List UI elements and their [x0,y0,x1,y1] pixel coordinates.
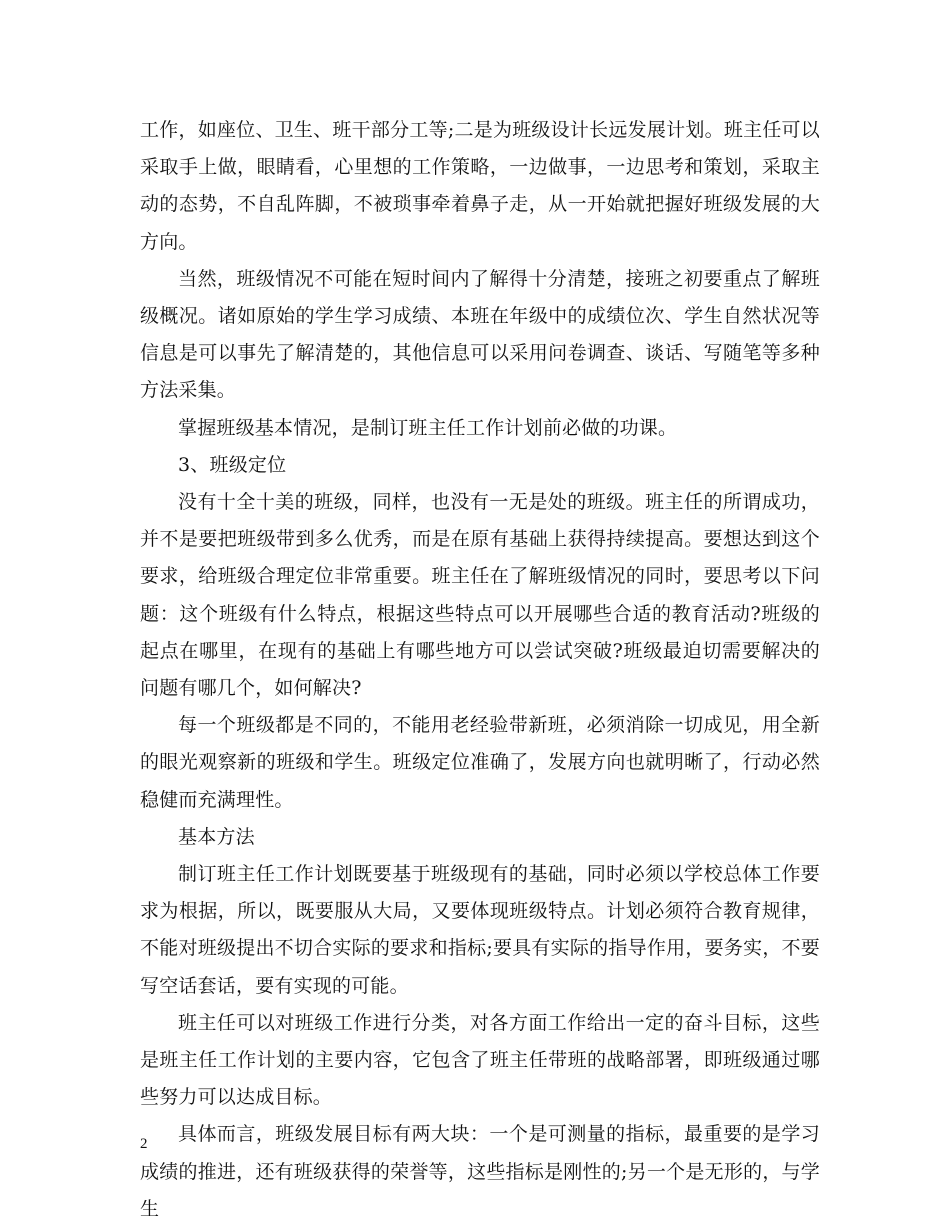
paragraph-continuation: 工作，如座位、卫生、班干部分工等;二是为班级设计长远发展计划。班主任可以采取手上做，眼睛看，心里想的工作策略，一边做事，一边思考和策划，采取主动的态势，不自乱阵脚，不被琐事牵着鼻子走，从一开始就把握好班级发展的大方向。 [140,119,820,253]
paragraph: 制订班主任工作计划既要基于班级现有的基础，同时必须以学校总体工作要求为根据，所以，既要服从大局，又要体现班级特点。计划必须符合教育规律，不能对班级提出不切合实际的要求和指标;要具有实际的指导作用，要务实，不要写空话套话，要有实现的可能。 [140,863,820,997]
paragraph: 每一个班级都是不同的，不能用老经验带新班，必须消除一切成见，用全新的眼光观察新的班级和学生。班级定位准确了，发展方向也就明晰了，行动必然稳健而充满理性。 [140,714,820,811]
section-heading: 3、班级定位 [178,453,287,476]
section-heading: 基本方法 [178,825,255,848]
paragraph: 掌握班级基本情况，是制订班主任工作计划前必做的功课。 [178,416,678,439]
document-body [140,112,820,1228]
paragraph: 没有十全十美的班级，同样，也没有一无是处的班级。班主任的所谓成功，并不是要把班级带到多么优秀，而是在原有基础上获得持续提高。要想达到这个要求，给班级合理定位非常重要。班主任在了解班级情况的同时，要思考以下问题：这个班级有什么特点，根据这些特点可以开展哪些合适的教育活动?班级的起点在哪里，在现有的基础上有哪些地方可以尝试突破?班级最迫切需要解决的问题有哪几个，如何解决? [140,491,820,700]
paragraph: 具体而言，班级发展目标有两大块：一个是可测量的指标，最重要的是学习成绩的推进，还有班级获得的荣誉等，这些指标是刚性的;另一个是无形的，与学生 [140,1123,820,1220]
paragraph: 当然，班级情况不可能在短时间内了解得十分清楚，接班之初要重点了解班级概况。诸如原始的学生学习成绩、本班在年级中的成绩位次、学生自然状况等信息是可以事先了解清楚的，其他信息可以采用问卷调查、谈话、写随笔等多种方法采集。 [140,267,820,402]
paragraph: 班主任可以对班级工作进行分类，对各方面工作给出一定的奋斗目标，这些是班主任工作计划的主要内容，它包含了班主任带班的战略部署，即班级通过哪些努力可以达成目标。 [140,1011,820,1109]
page-number: 2 [140,1136,148,1152]
